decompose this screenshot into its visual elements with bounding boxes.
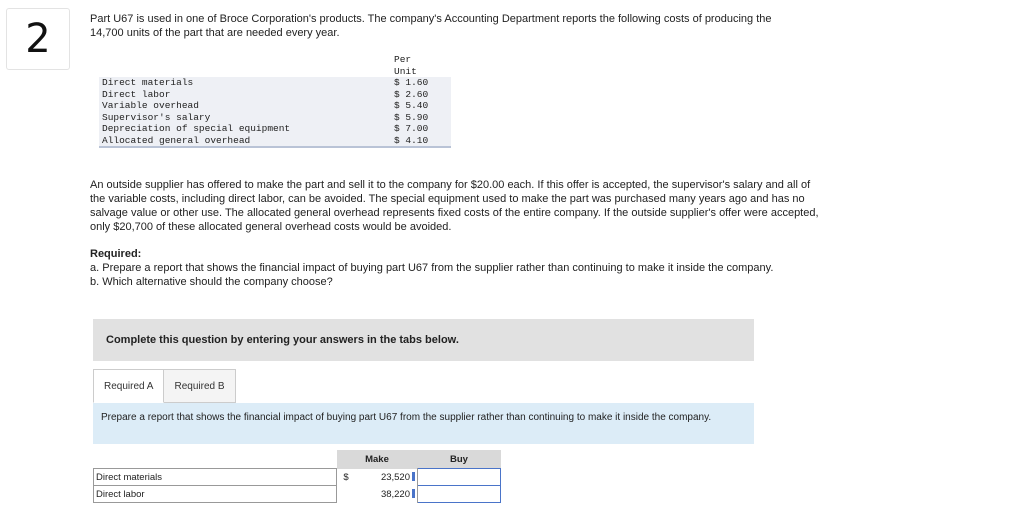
make-input[interactable]: 23,520 bbox=[355, 469, 418, 486]
answer-row-label: Direct materials bbox=[94, 469, 337, 486]
required-b: b. Which alternative should the company choose? bbox=[90, 276, 333, 288]
offer-paragraph: An outside supplier has offered to make the part and sell it to the company for $20.00 each. If this offer is accepted, the supervisor's salary and all of the variable costs, including direct labor, can be avoided. The special equipment used to make the part was purchased many years ago and has no salvage value or other use. The allocated general overhead represents fixed costs of the entire company. If the outside supplier's offer were accepted, only $20,700 of these allocated general overhead costs would be avoided. bbox=[90, 179, 819, 233]
cost-header-blank bbox=[99, 54, 380, 66]
cost-label: Direct labor bbox=[99, 89, 380, 101]
cost-row bbox=[99, 77, 451, 89]
answer-row bbox=[94, 486, 501, 503]
input-flag-icon bbox=[412, 489, 415, 498]
tab-bar bbox=[93, 369, 236, 403]
cost-label: Allocated general overhead bbox=[99, 135, 380, 148]
tab-required-b[interactable]: Required B bbox=[164, 369, 235, 403]
cost-header-per: Per bbox=[380, 54, 451, 66]
required-a: a. Prepare a report that shows the financial impact of buying part U67 from the supplier rather than continuing to make it inside the company. bbox=[90, 262, 774, 274]
cost-label: Depreciation of special equipment bbox=[99, 123, 380, 135]
cost-table-footer bbox=[99, 147, 451, 152]
cost-label: Supervisor's salary bbox=[99, 112, 380, 124]
answer-row-label: Direct labor bbox=[94, 486, 337, 503]
cost-value: $ 5.90 bbox=[380, 112, 451, 124]
answer-header-blank bbox=[94, 450, 337, 469]
instruction-text: Complete this question by entering your answers in the tabs below. bbox=[106, 334, 459, 346]
currency-symbol bbox=[337, 486, 356, 503]
answer-header-make: Make bbox=[337, 450, 418, 469]
intro-text: Part U67 is used in one of Broce Corporation's products. The company's Accounting Department reports the following costs of producing the 14,700 units of the part that are needed every year. bbox=[90, 13, 772, 39]
cost-row bbox=[99, 89, 451, 101]
buy-input[interactable] bbox=[418, 486, 501, 503]
answer-table bbox=[93, 450, 501, 503]
question-number: 2 bbox=[6, 8, 70, 70]
cost-header-blank bbox=[99, 66, 380, 78]
required-title: Required: bbox=[90, 248, 142, 260]
buy-input[interactable] bbox=[418, 469, 501, 486]
cost-value: $ 2.60 bbox=[380, 89, 451, 101]
answer-header-buy: Buy bbox=[418, 450, 501, 469]
cost-label: Variable overhead bbox=[99, 100, 380, 112]
cost-row bbox=[99, 135, 451, 148]
cost-value: $ 5.40 bbox=[380, 100, 451, 112]
required-section bbox=[90, 247, 820, 289]
cost-header-unit: Unit bbox=[380, 66, 451, 78]
cost-value: $ 1.60 bbox=[380, 77, 451, 89]
tab-prompt: Prepare a report that shows the financial impact of buying part U67 from the supplier rather than continuing to make it inside the company. bbox=[93, 403, 754, 444]
cost-row bbox=[99, 100, 451, 112]
currency-symbol: $ bbox=[337, 469, 356, 486]
cost-label: Direct materials bbox=[99, 77, 380, 89]
input-flag-icon bbox=[412, 472, 415, 481]
make-input[interactable]: 38,220 bbox=[355, 486, 418, 503]
instruction-banner bbox=[93, 319, 754, 361]
cost-value: $ 7.00 bbox=[380, 123, 451, 135]
cost-row bbox=[99, 123, 451, 135]
tab-required-a[interactable]: Required A bbox=[93, 369, 164, 403]
cost-row bbox=[99, 112, 451, 124]
answer-row bbox=[94, 469, 501, 486]
cost-value: $ 4.10 bbox=[380, 135, 451, 148]
cost-table bbox=[99, 54, 451, 152]
